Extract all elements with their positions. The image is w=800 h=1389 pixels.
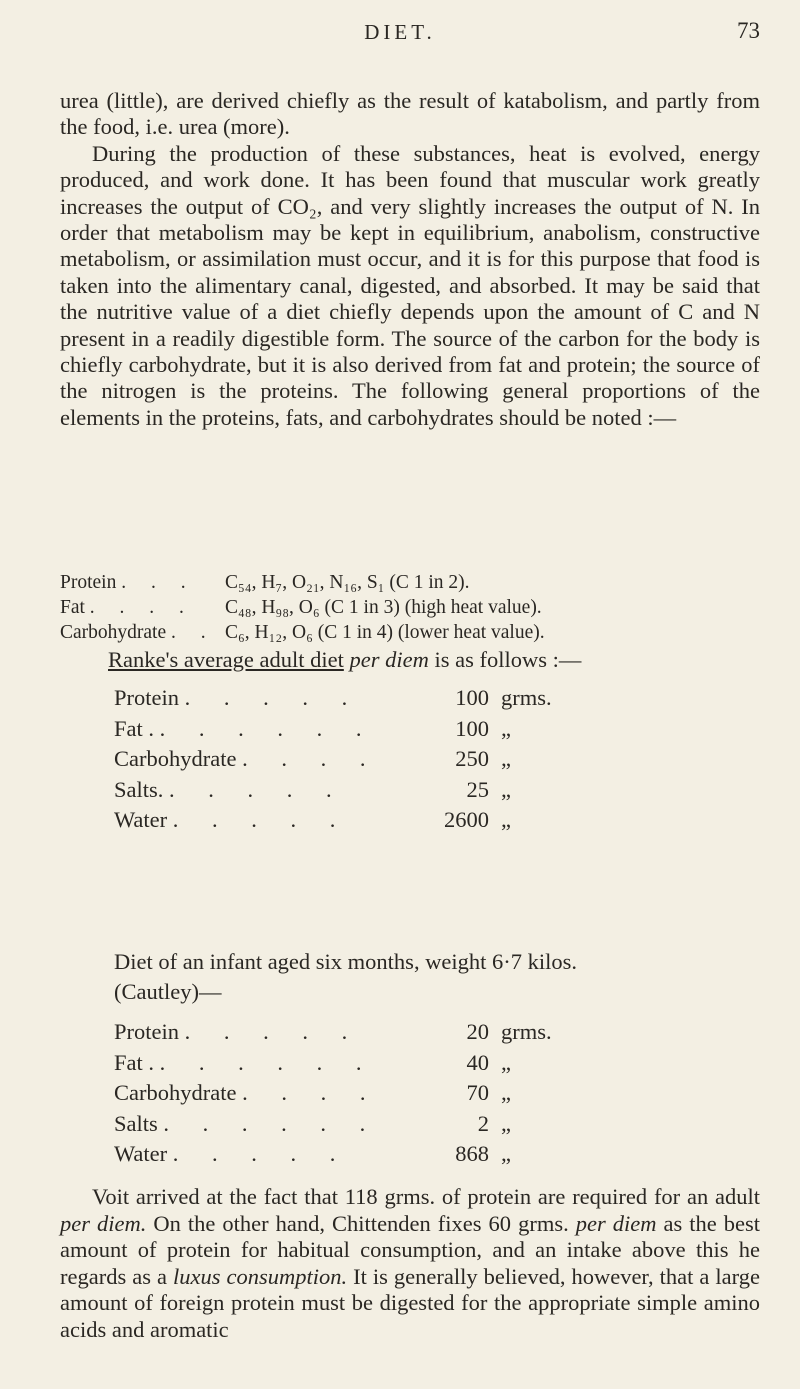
formula-value: C₅₄, H₇, O₂₁, N₁₆, S₁ (C 1 in 2). [225,572,470,593]
diet-amount: 100 [455,715,489,741]
diet-row: Protein . . . . . 100 grms. [114,683,634,714]
diet-item: Fat . [114,1049,155,1075]
diet-unit: grms. [501,685,552,710]
running-head: DIET. [364,20,436,44]
diet-amount: 868 [455,1141,489,1166]
diet-amount: 40 [466,1049,489,1075]
diet-item: Fat . [114,715,155,741]
diet-unit: „ [501,1110,511,1136]
paragraph-katabolism [60,88,760,431]
per-diem-italic: per diem [349,647,429,672]
page-header [0,16,800,50]
formula-row [60,620,760,645]
diet-item: Salts [114,1110,158,1136]
metabolism-paragraph: During the production of these substances, heat is evolved, energy produced, and work done. It has been found that muscular work greatly increases the output of CO₂, and very slightly increases the output of N. In order that metabolism may be kept in equilibrium, anabolism, constructive metabolism, or assimilation must occur, and it is for this purpose that food is taken into the alimentary canal, digested, and absorbed. It may be said that the nutritive value of a diet chiefly depends upon the amount of C and N present in a readily digestible form. The source of the carbon for the body is chiefly carbohydrate, but it is also derived from fat and protein; the source of the nitrogen is the proteins. The following general proportions of the elements in the proteins, fats, and carbohydrates should be noted :— [60,140,760,430]
diet-item: Carbohydrate [114,1080,237,1105]
adult-diet-table [114,683,634,836]
diet-amount: 100 [455,685,489,710]
diet-row: Fat . . . . . . . 40 „ [114,1048,634,1079]
diet-row: Salts . . . . . . 2 „ [114,1109,634,1140]
formula-name: Fat . . . . [60,597,194,618]
formula-row [60,595,760,620]
diet-amount: 20 [466,1019,489,1044]
diet-amount: 2600 [444,807,489,832]
diet-item: Salts. [114,776,164,802]
protein-paragraph: Voit arrived at the fact that 118 grms. of protein are required for an adult per diem. On the other hand, Chittenden fixes 60 grms. per diem as the best amount of protein for habitual consumption, and an intake above this he regards as a luxus consumption. It is generally believed, however, that a large amount of foreign protein must be digested for the appropriate simple amino acids and aromatic [60,1184,761,1342]
diet-row: Protein . . . . . 20 grms. [114,1017,634,1048]
diet-item: Water [114,807,168,832]
diet-unit: „ [501,1080,511,1105]
diet-row: Carbohydrate . . . . 70 „ [114,1078,634,1109]
diet-item: Protein [114,1019,179,1044]
diet-item: Water [114,1141,168,1166]
diet-unit: „ [501,807,511,832]
ranke-underlined: Ranke's average adult diet [108,647,344,672]
diet-amount: 70 [466,1080,489,1105]
formula-row [60,570,760,595]
infant-heading-line: Diet of an infant aged six months, weight 6·7 kilos. [114,949,578,974]
ranke-diet-intro [108,646,581,674]
diet-row: Fat . . . . . . . 100 „ [114,714,634,745]
diet-row: Water . . . . . 2600 „ [114,805,634,836]
diet-row: Water . . . . . 868 „ [114,1139,634,1170]
formula-value: C₄₈, H₉₈, O₆ (C 1 in 3) (high heat value). [225,597,542,618]
diet-unit: „ [501,746,511,771]
infant-diet-table [114,1017,634,1170]
infant-diet-intro [114,947,760,1007]
formula-name: Carbohydrate . . [60,622,216,643]
diet-amount: 25 [466,776,489,802]
diet-item: Carbohydrate [114,746,237,771]
infant-source: (Cautley)— [114,979,222,1004]
diet-unit: „ [501,776,511,802]
diet-unit: „ [501,1141,511,1166]
diet-unit: grms. [501,1019,552,1044]
diet-unit: „ [501,1049,511,1075]
ranke-rest: is as follows :— [434,647,582,672]
formula-value: C₆, H₁₂, O₆ (C 1 in 4) (lower heat value). [225,622,545,643]
paragraph-protein-requirements [60,1184,760,1343]
element-proportions-table [60,570,760,645]
diet-unit: „ [501,715,511,741]
continuation-text: urea (little), are derived chiefly as the result of katabolism, and partly from the food, i.e. urea (more). [60,88,760,140]
diet-item: Protein [114,685,179,710]
diet-amount: 2 [477,1110,489,1136]
diet-row: Carbohydrate . . . . 250 „ [114,744,634,775]
diet-amount: 250 [455,746,489,771]
page-number: 73 [737,18,760,43]
formula-name: Protein . . . [60,572,196,593]
diet-row: Salts. . . . . . 25 „ [114,775,634,806]
